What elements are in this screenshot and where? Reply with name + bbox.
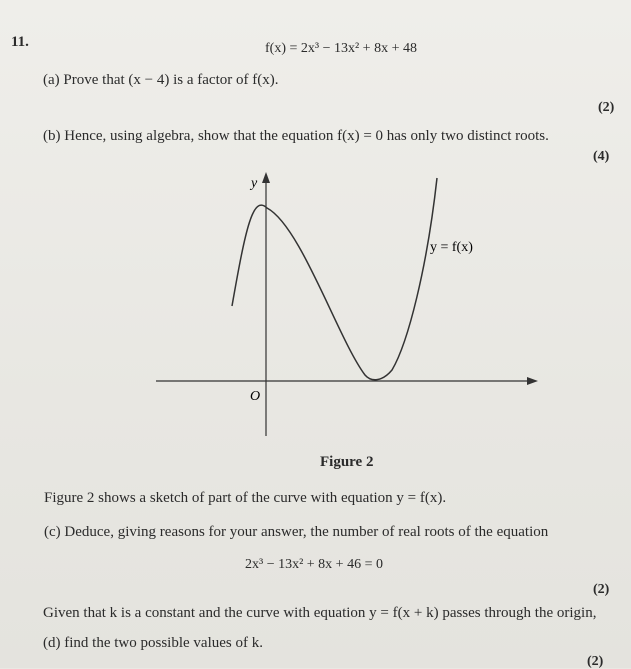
function-definition: f(x) = 2x³ − 13x² + 8x + 48 — [265, 41, 417, 56]
part-a-text — [43, 73, 278, 88]
question-number: 11. — [11, 34, 29, 50]
x-axis-arrow-icon — [527, 377, 538, 385]
part-c-question: Deduce, giving reasons for your answer, the number of real roots of the equation — [64, 524, 549, 540]
given-statement: Given that k is a constant and the curve with equation y = f(x + k) passes through the origin, — [43, 605, 597, 621]
origin-label: O — [250, 389, 261, 404]
part-d-marks: (2) — [587, 654, 604, 669]
y-axis-label: y — [251, 176, 258, 191]
part-b-text — [43, 129, 549, 144]
curve-label: y = f(x) — [430, 240, 473, 255]
part-c-label: (c) — [44, 524, 61, 540]
part-b-question: Hence, using algebra, show that the equation f(x) = 0 has only two distinct roots. — [64, 128, 549, 144]
curve-y-equals-f-x — [232, 178, 437, 380]
part-d-question: find the two possible values of k. — [64, 635, 263, 651]
figure-caption: Figure 2 — [320, 454, 374, 470]
part-b-label: (b) — [43, 128, 61, 144]
part-c-text — [44, 525, 548, 540]
figure-intro: Figure 2 shows a sketch of part of the curve with equation y = f(x). — [44, 490, 447, 506]
part-c-equation: 2x³ − 13x² + 8x + 46 = 0 — [245, 557, 383, 572]
figure-2-graph — [150, 168, 550, 443]
part-d-text — [43, 636, 263, 651]
y-axis-arrow-icon — [262, 172, 270, 183]
part-d-label: (d) — [43, 635, 61, 651]
part-c-marks: (2) — [593, 582, 610, 597]
part-a-question: Prove that (x − 4) is a factor of f(x). — [63, 72, 279, 88]
part-a-marks: (2) — [598, 100, 615, 115]
part-b-marks: (4) — [593, 149, 610, 164]
part-a-label: (a) — [43, 72, 60, 88]
